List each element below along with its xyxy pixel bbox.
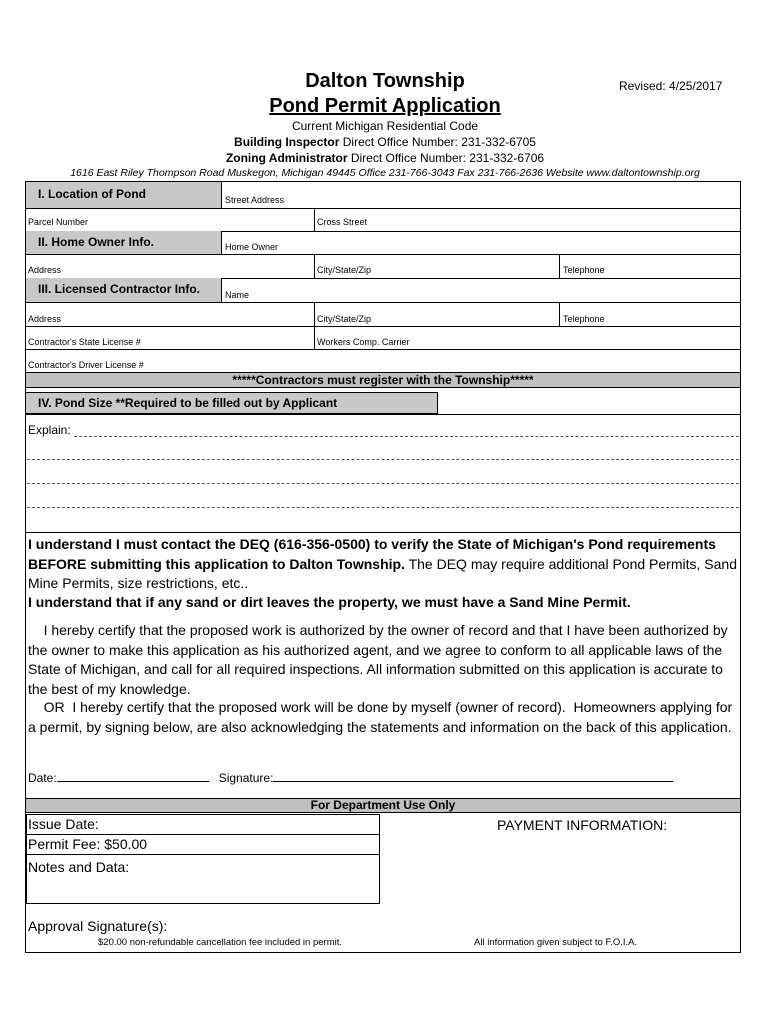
section-home-owner-label: II. Home Owner Info. (26, 231, 222, 254)
zoning-admin-label: Zoning Administrator (225, 151, 348, 165)
parcel-number-field[interactable]: Parcel Number (28, 217, 89, 227)
section-location-label: I. Location of Pond (26, 182, 222, 208)
revised-date: Revised: 4/25/2017 (619, 79, 723, 93)
contractor-name-field[interactable]: Name (225, 290, 250, 300)
sand-mine-statement (28, 593, 738, 613)
application-form (25, 181, 741, 953)
deq-statement-rest: The DEQ may require additional Pond Permits, Sand Mine Permits, size restrictions, etc.. (28, 555, 737, 591)
zoning-admin-line (0, 151, 770, 165)
explain-label: Explain: (28, 423, 71, 437)
permit-fee-label: Permit Fee: $50.00 (28, 836, 148, 852)
street-address-field[interactable]: Street Address (225, 195, 285, 205)
home-owner-field[interactable]: Home Owner (225, 242, 279, 252)
building-inspector-line (0, 135, 770, 149)
workers-comp-field[interactable]: Workers Comp. Carrier (317, 337, 410, 347)
notes-label[interactable]: Notes and Data: (28, 859, 130, 875)
contractor-address-field[interactable]: Address (28, 314, 62, 324)
signature-field[interactable] (273, 769, 673, 782)
section-pond-size-label: IV. Pond Size **Required to be filled out by Applicant (26, 392, 438, 414)
payment-info-label: PAYMENT INFORMATION: (497, 817, 668, 833)
sand-mine-statement-bold: I understand that if any sand or dirt leaves the property, we must have a Sand Mine Permit. (28, 594, 631, 610)
code-line: Current Michigan Residential Code (291, 119, 479, 133)
building-inspector-phone: Direct Office Number: 231-332-6705 (342, 135, 536, 149)
contractor-state-license-field[interactable]: Contractor's State License # (28, 337, 141, 347)
deq-statement-bold: I understand I must contact the DEQ (616-356-0500) to verify the State of Michigan's Pond requirements BEFORE submitting this application to Dalton Township. (28, 536, 716, 572)
contractor-telephone-field[interactable]: Telephone (563, 314, 605, 324)
date-row (28, 769, 673, 789)
foia-note: All information given subject to F.O.I.A. (474, 937, 638, 948)
form-title: Pond Permit Application (269, 95, 501, 117)
date-field[interactable] (57, 769, 209, 782)
approval-signature-label[interactable]: Approval Signature(s): (28, 918, 168, 934)
issue-date-label[interactable]: Issue Date: (28, 816, 99, 832)
owner-of-record-certification: OR I hereby certify that the proposed work will be done by myself (owner of record). Homeowners applying for a permit, by signing below, are also acknowledging the statements and information on the back of this application. (28, 699, 737, 735)
home-owner-telephone-field[interactable]: Telephone (563, 265, 605, 275)
date-label: Date: (28, 771, 57, 785)
building-inspector-label: Building Inspector (234, 135, 340, 149)
home-owner-city-field[interactable]: City/State/Zip (317, 265, 372, 275)
zoning-admin-phone: Direct Office Number: 231-332-6706 (350, 151, 545, 165)
contractor-city-field[interactable]: City/State/Zip (317, 314, 372, 324)
owner-certification: I hereby certify that the proposed work is authorized by the owner of record and that I have been authorized by the owner to make this application as his authorized agent, and we agree to conform to all applicable laws of the State of Michigan, and call for all required inspections. All information submitted on this application is accurate to the best of my knowledge. (28, 622, 732, 697)
section-contractor-label: III. Licensed Contractor Info. (26, 278, 222, 302)
cross-street-field[interactable]: Cross Street (317, 217, 368, 227)
deq-statement (28, 535, 738, 594)
page-title: Dalton Township (305, 70, 465, 92)
signature-label: Signature: (218, 771, 274, 785)
contractor-registration-banner: *****Contractors must register with the Township***** (26, 372, 740, 388)
contractor-drivers-license-field[interactable]: Contractor's Driver License # (28, 360, 144, 370)
home-owner-address-field[interactable]: Address (28, 265, 62, 275)
office-address-line: 1616 East Riley Thompson Road Muskegon, Michigan 49445 Office 231-766-3043 Fax 231-766-2636 Website www.daltontownship.org (70, 167, 700, 179)
cancellation-fee-note: $20.00 non-refundable cancellation fee included in permit. (98, 937, 342, 948)
department-use-banner: For Department Use Only (26, 798, 740, 813)
